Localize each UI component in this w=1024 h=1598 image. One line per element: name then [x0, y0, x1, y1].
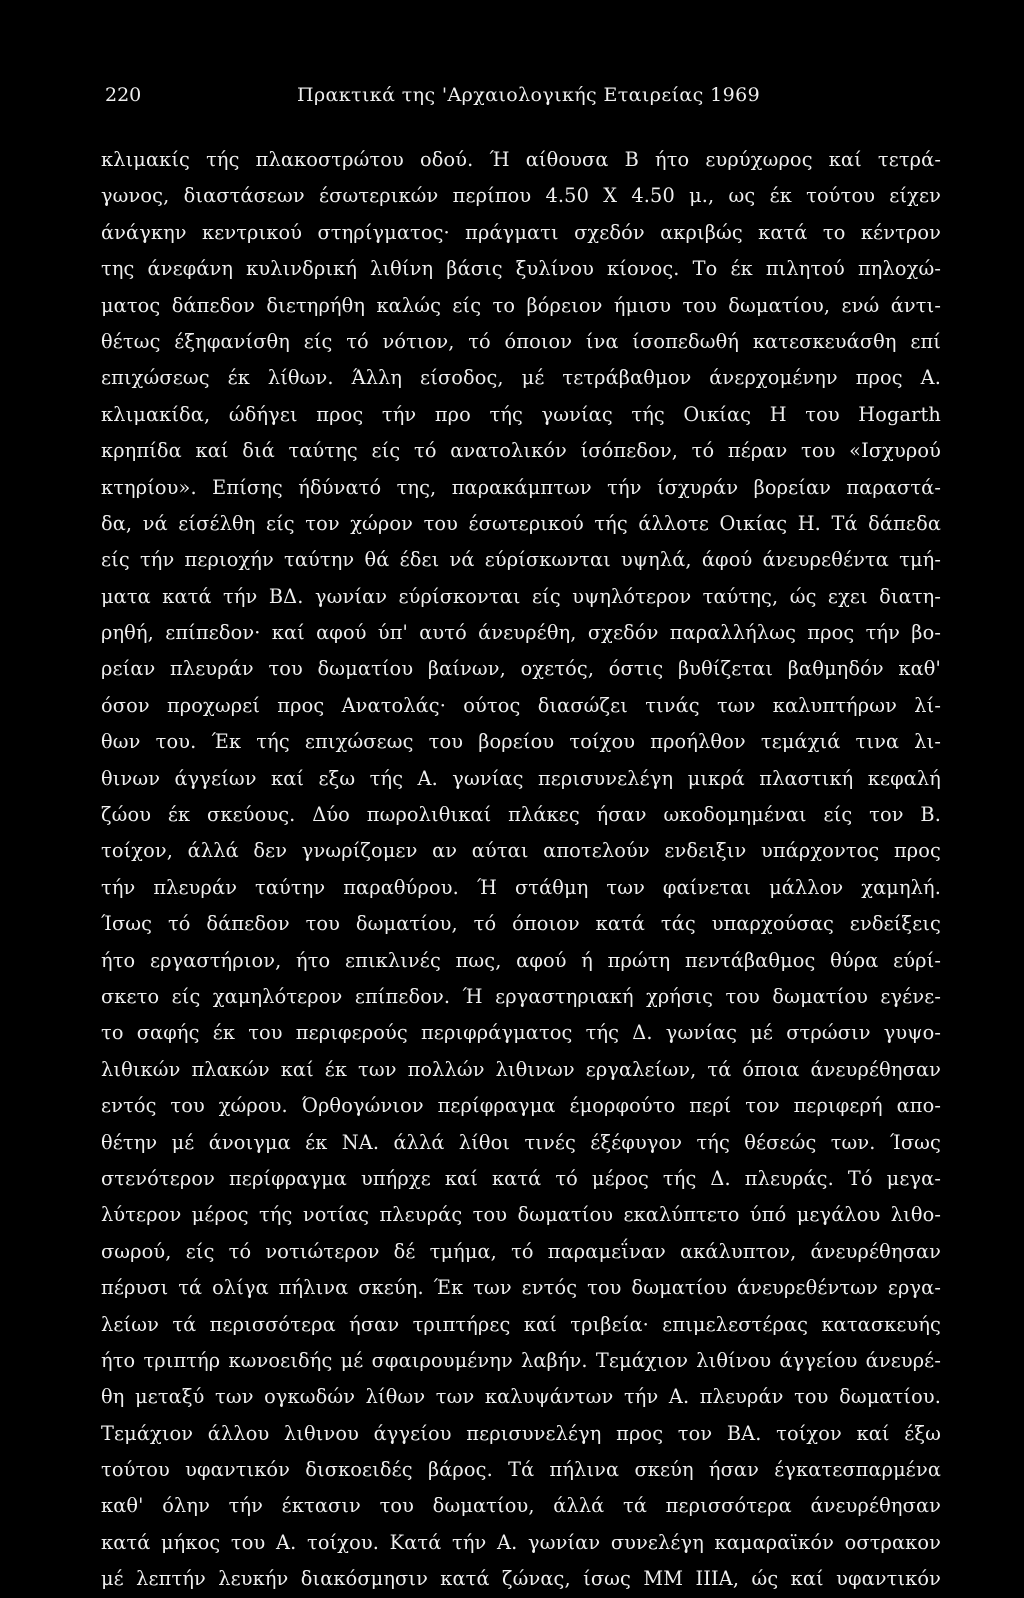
- text-line: Ίσως τό δάπεδον του δωματίου, τό όποιον κατά τάς υπαρχούσας ενδείξεις: [101, 912, 941, 936]
- text-line: της άνεφάνη κυλινδρική λιθίνη βάσις ξυλίνου κίονος. Το έκ πιλητού πηλοχώ-: [101, 257, 941, 281]
- text-line: τούτου υφαντικόν δισκοειδές βάρος. Τά πήλινα σκεύη ήσαν έγκατεσπαρμένα: [101, 1458, 941, 1482]
- page-number: 220: [105, 84, 142, 106]
- text-line: τήν πλευράν ταύτην παραθύρου. Ή στάθμη των φαίνεται μάλλον χαμηλή.: [101, 875, 941, 899]
- text-line: γωνος, διαστάσεων έσωτερικών περίπου 4.50 Χ 4.50 μ., ως έκ τούτου είχεν: [101, 184, 941, 208]
- text-line: κτηρίου». Επίσης ήδύνατό της, παρακάμπτων τήν ίσχυράν βορείαν παραστά-: [101, 475, 941, 499]
- text-line: όσον προχωρεί προς Ανατολάς· ούτος διασώζει τινάς των καλυπτήρων λί-: [101, 693, 941, 717]
- text-line: ρηθή, επίπεδον· καί αφού ύπ' αυτό άνευρέθη, σχεδόν παραλλήλως προς τήν βο-: [101, 621, 941, 645]
- text-line: ήτο εργαστήριον, ήτο επικλινές πως, αφού ή πρώτη πεντάβαθμος θύρα εύρί-: [101, 948, 941, 972]
- text-line: κρηπίδα καί διά ταύτης είς τό ανατολικόν ίσόπεδον, τό πέραν του «Ισχυρού: [101, 439, 941, 463]
- text-line: πέρυσι τά ολίγα πήλινα σκεύη. Έκ των εντός του δωματίου άνευρεθέντων εργα-: [101, 1276, 941, 1300]
- text-line: κλιμακίς τής πλακοστρώτου οδού. Ή αίθουσα Β ήτο ευρύχωρος καί τετρά-: [101, 148, 941, 171]
- text-line: σωρού, είς τό νοτιώτερον δέ τμήμα, τό παραμεΐναν ακάλυπτον, άνευρέθησαν: [101, 1239, 941, 1263]
- text-line: λιθικών πλακών καί έκ των πολλών λιθινων εργαλείων, τά όποια άνευρέθησαν: [101, 1057, 941, 1081]
- text-line: επιχώσεως έκ λίθων. Άλλη είσοδος, μέ τετράβαθμον άνερχομένην προς Α.: [101, 366, 941, 390]
- text-line: θη μεταξύ των ογκωδών λίθων των καλυψάντων τήν Α. πλευράν του δωματίου.: [101, 1385, 941, 1409]
- text-line: το σαφής έκ του περιφερούς περιφράγματος τής Δ. γωνίας μέ στρώσιν γυψο-: [101, 1021, 941, 1045]
- text-line: κλιμακίδα, ώδήγει προς τήν προ τής γωνίας τής Οικίας Η του Hogarth: [101, 402, 941, 426]
- text-line: θινων άγγείων καί εξω τής Α. γωνίας περισυνελέγη μικρά πλαστική κεφαλή: [101, 766, 941, 790]
- body-text: [101, 142, 941, 1598]
- text-line: Τεμάχιον άλλου λιθινου άγγείου περισυνελέγη προς τον ΒΑ. τοίχον καί έξω: [101, 1421, 941, 1445]
- text-line: είς τήν περιοχήν ταύτην θά έδει νά εύρίσκωνται υψηλά, άφού άνευρεθέντα τμή-: [101, 548, 941, 572]
- text-line: ρείαν πλευράν του δωματίου βαίνων, οχετός, όστις βυθίζεται βαθμηδόν καθ': [101, 657, 941, 681]
- text-line: δα, νά είσέλθη είς τον χώρον του έσωτερικού τής άλλοτε Οικίας Η. Τά δάπεδα: [101, 511, 941, 535]
- text-line: σκετο είς χαμηλότερον επίπεδον. Ή εργαστηριακή χρήσις του δωματίου εγένε-: [101, 984, 941, 1008]
- text-line: τοίχον, άλλά δεν γνωρίζομεν αν αύται αποτελούν ενδειξιν υπάρχοντος προς: [101, 839, 941, 863]
- text-line: θέτην μέ άνοιγμα έκ ΝΑ. άλλά λίθοι τινές έξέφυγον τής θέσεώς των. Ίσως: [101, 1130, 941, 1154]
- page-header: [105, 80, 940, 110]
- text-line: θων του. Έκ τής επιχώσεως του βορείου τοίχου προήλθον τεμάχιά τινα λι-: [101, 730, 941, 754]
- text-line: ζώου έκ σκεύους. Δύο πωρολιθικαί πλάκες ήσαν ωκοδομημέναι είς τον Β.: [101, 803, 941, 827]
- text-line: ματος δάπεδον διετηρήθη καλώς είς το βόρειον ήμισυ του δωματίου, ενώ άντι-: [101, 293, 941, 317]
- text-line: άνάγκην κεντρικού στηρίγματος· πράγματι σχεδόν ακριβώς κατά το κέντρον: [101, 220, 941, 244]
- running-title: Πρακτικά της 'Αρχαιολογικής Εταιρείας 1969: [297, 84, 761, 106]
- text-line: λείων τά περισσότερα ήσαν τριπτήρες καί τριβεία· επιμελεστέρας κατασκευής: [101, 1312, 941, 1336]
- text-line: καθ' όλην τήν έκτασιν του δωματίου, άλλά τά περισσότερα άνευρέθησαν: [101, 1494, 941, 1518]
- text-line: ματα κατά τήν ΒΔ. γωνίαν εύρίσκονται είς υψηλότερον ταύτης, ώς εχει διατη-: [101, 584, 941, 608]
- text-line: στενότερον περίφραγμα υπήρχε καί κατά τό μέρος τής Δ. πλευράς. Τό μεγα-: [101, 1166, 941, 1190]
- text-line: μέ λεπτήν λευκήν διακόσμησιν κατά ζώνας, ίσως ΜΜ ΙΙΙΑ, ώς καί υφαντικόν: [101, 1567, 941, 1591]
- text-line: θέτως έξηφανίσθη είς τό νότιον, τό όποιον ίνα ίσοπεδωθή κατεσκευάσθη επί: [101, 329, 941, 353]
- text-line: ήτο τριπτήρ κωνοειδής μέ σφαιρουμένην λαβήν. Τεμάχιον λιθίνου άγγείου άνευρέ-: [101, 1348, 941, 1372]
- text-line: κατά μήκος του Α. τοίχου. Κατά τήν Α. γωνίαν συνελέγη καμαραϊκόν οστρακον: [101, 1530, 941, 1554]
- text-line: εντός του χώρου. Όρθογώνιον περίφραγμα έμορφούτο περί τον περιφερή απο-: [101, 1094, 941, 1118]
- text-line: λύτερον μέρος τής νοτίας πλευράς του δωματίου εκαλύπτετο ύπό μεγάλου λιθο-: [101, 1203, 941, 1227]
